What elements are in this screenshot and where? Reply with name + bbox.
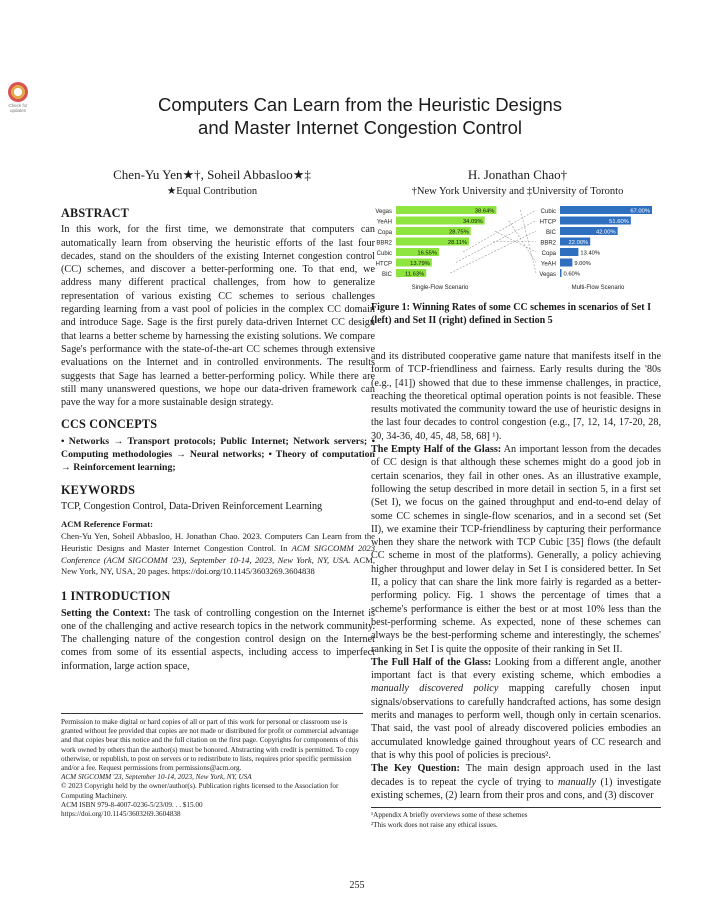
full-half-body-a: Looking from a different angle, another important fact is that every existing scheme, which embodies a [371,656,661,682]
rank-link [463,210,536,252]
category-label: YeAH [376,219,392,226]
category-label: Copa [377,229,392,236]
reference-part-1: Chen-Yu Yen, Soheil Abbasloo, H. Jonathan Chao. 2023. Computers Can Learn from the Heuristic Designs and Master Internet Congestion Control. In [61,531,375,553]
category-label: BBR2 [376,240,392,247]
data-label: 51.60% [609,218,629,225]
intro-body: The task of controlling congestion on the Internet is one of the challenging and active research topics in the network community. The challenging nature of the congestion control design on the Internet comes from some of its essential aspects, including access to imperfect information, large action space, [61,607,375,672]
empty-half-body: An important lesson from the decades of CC design is that although these schemes might do a good job in certain scenarios, they fail in other ones. As an illustrative example, following the setup described in more detail in section 5, in a first set (Set I), we focus on the gained throughput and end-to-end delay of some CC schemes in single-flow scenarios, and in a second set (Set II), we examine their TCP-friendliness by capturing their performance when they share the network with TCP Cubic [35] flows (the default CC scheme in most of the platforms). Generally, a policy achieving higher throughput and lower delay in Set I is considered better. In Set II, a policy that can share the link more fairly is regarded as a better-performing policy. Fig. 1 shows the percentage of times that a scheme's performance is either the best or at most 10% less than the best-performing scheme. As expected, none of these schemes can always be the best-performing scheme and interestingly, the schemes' ranking in Set I is quite the opposite of their ranking in Set II. [371,444,661,655]
full-half-lead: The Full Half of the Glass: [371,656,492,668]
bar [560,259,572,267]
introduction-text [61,607,375,673]
page-number: 255 [349,880,365,891]
title-line-2: and Master Internet Congestion Control [198,117,522,138]
bar [560,269,562,277]
footnote-1: ¹Appendix A briefly overviews some of these schemes [371,811,528,819]
permission-copyright: © 2023 Copyright held by the owner/author(s). Publication rights licensed to the Association for Computing Machinery. [61,782,339,800]
category-label: Copa [541,250,556,257]
intro-lead: Setting the Context: [61,607,151,619]
update-icon [8,82,28,102]
paper-title [60,93,660,139]
data-label: 11.63% [405,271,425,278]
author-block-2 [370,167,665,199]
left-column [61,207,375,673]
abstract-heading: ABSTRACT [61,206,129,220]
data-label: 28.11% [447,239,468,246]
author-names-2: H. Jonathan Chao† [467,167,568,182]
introduction-heading: 1 INTRODUCTION [61,589,171,604]
data-label: 13.79% [410,260,430,267]
permission-isbn: ACM ISBN 979-8-4007-0236-5/23/09. . . $15.00 [61,800,203,809]
author-affiliation-1: ★Equal Contribution [166,186,258,197]
footnote-2: ²This work does not raise any ethical issues. [371,820,498,829]
key-question-emphasis: manually [558,776,596,788]
reference-heading: ACM Reference Format: [61,519,153,530]
category-label: Vegas [539,271,556,278]
data-label: 0.60% [563,271,580,278]
panel-title: Single-Flow Scenario [411,285,469,291]
category-label: HTCP [375,261,392,268]
ccs-text: • Networks → Transport protocols; Public Internet; Network servers; • Computing methodologies → Neural networks; • Theory of computation → Reinforcement learning; [61,435,375,474]
data-label: 67.00% [630,208,650,215]
empty-half-lead: The Empty Half of the Glass: [371,444,502,456]
intro-paragraph-1: and its distributed cooperative game nature that manifests itself in the form of TCP-friendliness and fairness. Early results during the '80s (e.g., [41]) showed that due to these immense challenges, in practice, reaching the theoretical optimal operation points is not feasible. These results motivated the community toward the use of heuristic designs in the last four decades to control congestion (e.g., [7, 12, 14, 17-20, 28, 30, 34-36, 40, 45, 48, 58, 68] ¹). [371,351,661,442]
key-question-lead: The Key Question: [371,763,460,775]
full-half-body-b: mapping carefully chosen input signals/observations to carefully handcrafted actions, has some design merits and manages to perform well, though only in certain scenarios. That said, the vast pool of already discovered policies embodies an accumulated knowledge gained throughout years of CC research and that is why this pool of policies is precious². [371,683,661,761]
abstract-text: In this work, for the first time, we demonstrate that computers can automatically learn from observing the heuristic efforts of the last four decades, stand on the shoulders of the existing Internet congestion control (CC) schemes, and discover a better-performing one. To that end, we address many different practical challenges, from how to generalize representation of various existing CC schemes to serious challenges regarding learning from a vast pool of policies in the complex CC domain and introduce Sage. Sage is the first purely data-driven Internet CC design that learns a better scheme by harnessing the existing solutions. We compare Sage's performance with the state-of-the-art CC schemes through extensive evaluations on the Internet and in controlled environments. The results suggests that Sage has learned a better-performing policy. While there are still many unanswered questions, we hope our data-driven framework can pave the way for a more sustainable design strategy. [61,224,375,409]
footnotes [371,807,661,830]
right-column [371,350,661,802]
category-label: YeAH [540,261,556,268]
panel-title: Multi-Flow Scenario [571,285,625,291]
key-question-paragraph [371,762,661,802]
category-label: Cubic [540,208,556,215]
figure-1-chart [366,203,662,291]
data-label: 38.64% [474,208,495,215]
reference-text [61,531,375,578]
title-line-1: Computers Can Learn from the Heuristic Designs [157,94,563,115]
data-label: 13.40% [580,250,601,257]
full-half-emphasis: manually discovered policy [371,683,499,695]
figure-caption: Figure 1: Winning Rates of some CC schemes in scenarios of Set I (left) and Set II (right) defined in Section 5 [371,302,651,326]
empty-half-paragraph [371,443,661,656]
category-label: BBR2 [540,240,556,247]
reference-venue: ACM SIGCOMM 2023 Conference (ACM SIGCOMM '23), September 10-14, 2023, New York, NY, USA. [61,542,376,565]
author-affiliation-2: †New York University and ‡University of Toronto [411,186,624,197]
keywords-text: TCP, Congestion Control, Data-Driven Reinforcement Learning [61,500,323,512]
acm-reference [61,519,375,578]
check-for-updates-badge[interactable] [3,82,33,116]
permission-notice [61,713,363,819]
author-names-1: Chen-Yu Yen★†, Soheil Abbasloo★‡ [113,167,311,182]
key-question-body-a: The main design approach used in the last decades is to repeat the cycle of trying to [371,763,661,788]
category-label: BIC [381,271,392,278]
badge-label: Check for updates [8,103,28,113]
data-label: 34.09% [462,218,483,225]
category-label: BIC [545,229,556,236]
data-label: 9.00% [574,260,591,267]
keywords-heading: KEYWORDS [61,482,136,497]
author-block-1 [92,167,332,199]
category-label: Cubic [376,250,392,257]
data-label: 16.55% [417,250,438,257]
ccs-heading: CCS CONCEPTS [61,417,158,432]
permission-text: Permission to make digital or hard copies of all or part of this work for personal or classroom use is granted without fee provided that copies are not made or distributed for profit or commercial advantage and that copies bear this notice and the full citation on the first page. Copyrights for components of this work owned by others than the author(s) must be honored. Abstracting with credit is permitted. To copy otherwise, or republish, to post on servers or to redistribute to lists, requires prior specific permission and/or a fee. Request permissions from permissions@acm.org. [61,718,360,773]
reference-doi-link[interactable]: ACM, New York, NY, USA, 20 pages. https://doi.org/10.1145/3603269.3604838 [61,554,376,577]
data-label: 28.75% [449,229,469,236]
data-label: 22.00% [568,239,589,246]
permission-venue: ACM SIGCOMM '23, September 10-14, 2023, New York, NY, USA [61,773,252,782]
full-half-paragraph [371,656,661,762]
category-label: Vegas [375,208,392,215]
key-question-body-b: (1) investigate existing schemes, (2) learn from their pros and cons, and (3) discover [371,776,661,801]
data-label: 42.00% [595,229,616,236]
permission-doi[interactable]: https://doi.org/10.1145/3603269.3604838 [61,810,181,819]
category-label: HTCP [539,219,556,226]
bar [560,248,578,256]
